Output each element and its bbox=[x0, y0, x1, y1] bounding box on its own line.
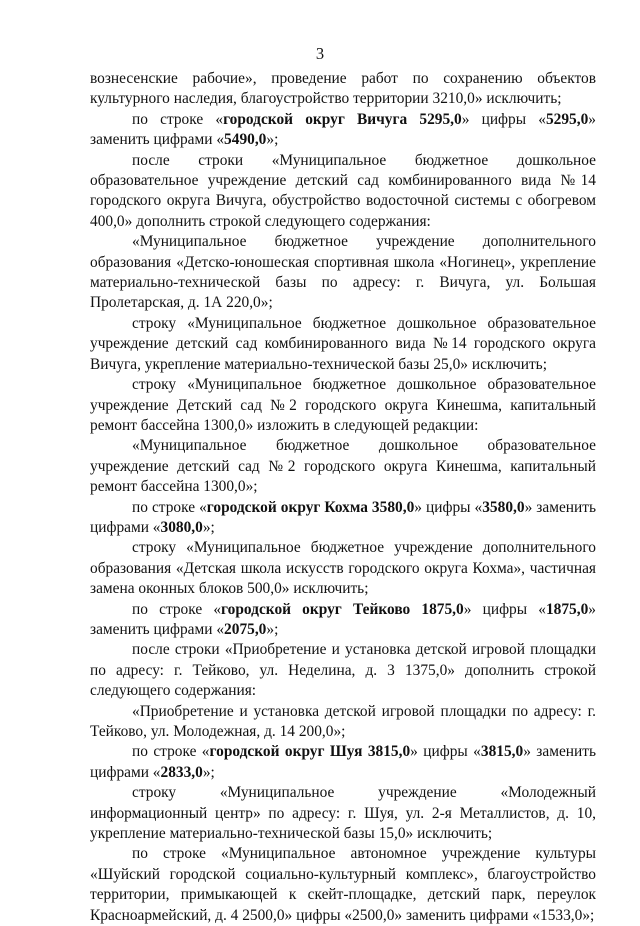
text-run: по строке « bbox=[132, 110, 224, 128]
text-run: строку «Муниципальное учреждение «Молодежный информационный центр» по адресу: г. Шуя, ул. 2-я Металлистов, д. 10, укрепление материально-технической базы 15,0» исключить; bbox=[90, 784, 596, 843]
bold-text: 1875,0 bbox=[545, 600, 589, 618]
bold-text: 3815,0 bbox=[480, 743, 524, 761]
text-run: » цифры « bbox=[414, 498, 483, 516]
paragraph bbox=[90, 498, 596, 539]
text-run: «Приобретение и установка детской игровой площадки по адресу: г. Тейково, ул. Молодежная, д. 14 200,0»; bbox=[90, 702, 596, 740]
text-run: строку «Муниципальное бюджетное дошкольное образовательное учреждение детский сад комбинированного вида №14 городского округа Вичуга, укрепление материально-технической базы 25,0» исключить; bbox=[90, 314, 596, 373]
page-number: 3 bbox=[315, 44, 325, 63]
bold-text: городской округ Кохма 3580,0 bbox=[206, 498, 415, 516]
bold-text: городской округ Тейково 1875,0 bbox=[221, 600, 464, 618]
text-run: по строке «Муниципальное автономное учреждение культуры «Шуйский городской социально-культурный комплекс», благоустройство территории, примыкающей к скейт-площадке, детский парк, переулок Красноармейский, д. 4 2500,0» цифры «2500,0» заменить цифрами «1533,0»; bbox=[90, 845, 596, 924]
paragraph bbox=[90, 110, 596, 151]
text-run: после строки «Приобретение и установка детской игровой площадки по адресу: г. Тейково, ул. Неделина, д. 3 1375,0» дополнить строкой следующего содержания: bbox=[90, 641, 596, 700]
bold-text: городской округ Вичуга 5295,0 bbox=[223, 110, 462, 128]
paragraph bbox=[90, 742, 596, 783]
paragraph bbox=[90, 538, 596, 599]
paragraph bbox=[90, 436, 596, 497]
paragraph bbox=[90, 783, 596, 844]
text-run: » заменить цифрами « bbox=[90, 110, 596, 149]
paragraph bbox=[90, 600, 596, 641]
text-run: » цифры « bbox=[461, 110, 546, 128]
text-run: «Муниципальное бюджетное дошкольное образовательное учреждение детский сад №2 городского округа Кинешма, капитальный ремонт бассейна 1300,0»; bbox=[90, 437, 596, 496]
bold-text: 5295,0 bbox=[545, 110, 589, 128]
bold-text: городской округ Шуя 3815,0 bbox=[209, 743, 411, 761]
paragraph bbox=[90, 702, 596, 743]
paragraph bbox=[90, 375, 596, 436]
bold-text: 5490,0 bbox=[224, 131, 267, 149]
bold-text: 3580,0 bbox=[482, 498, 525, 516]
text-run: по строке « bbox=[132, 600, 222, 618]
paragraph bbox=[90, 69, 596, 110]
paragraph bbox=[90, 151, 596, 233]
paragraph bbox=[90, 844, 596, 926]
document-body bbox=[90, 69, 596, 926]
paragraph bbox=[90, 640, 596, 701]
bold-text: 2075,0 bbox=[224, 620, 267, 638]
paragraph bbox=[90, 232, 596, 314]
bold-text: 3080,0 bbox=[160, 518, 203, 536]
text-run: после строки «Муниципальное бюджетное дошкольное образовательное учреждение детский сад комбинированного вида №14 городского округа Вичуга, обустройство водосточной системы с обогревом 400,0» дополнить строкой следующего содержания: bbox=[90, 151, 596, 230]
paragraph bbox=[90, 314, 596, 375]
text-run: » заменить цифрами « bbox=[90, 743, 597, 781]
text-run: «Муниципальное бюджетное учреждение дополнительного образования «Детско-юношеская спортивная школа «Ногинец», укрепление материально-технической базы по адресу: г. Вичуга, ул. Большая Пролетарская, д. 1А 220,0»; bbox=[90, 233, 596, 312]
text-run: вознесенские рабочие», проведение работ по сохранению объектов культурного наследия, благоустройство территории 3210,0» исключить; bbox=[90, 70, 596, 108]
text-run: »; bbox=[202, 518, 215, 536]
text-run: строку «Муниципальное бюджетное дошкольное образовательное учреждение Детский сад №2 городского округа Кинешма, капитальный ремонт бассейна 1300,0» изложить в следующей редакции: bbox=[90, 376, 596, 434]
bold-text: 2833,0 bbox=[160, 763, 203, 781]
text-run: по строке « bbox=[132, 743, 210, 761]
text-run: » заменить цифрами « bbox=[90, 498, 596, 536]
text-run: по строке « bbox=[132, 498, 207, 516]
text-run: »; bbox=[266, 620, 279, 638]
text-run: » заменить цифрами « bbox=[90, 600, 596, 638]
text-run: строку «Муниципальное бюджетное учреждение дополнительного образования «Детская школа искусств городского округа Кохма», частичная замена оконных блоков 500,0» исключить; bbox=[90, 539, 596, 598]
text-run: »; bbox=[266, 131, 279, 149]
text-run: » цифры « bbox=[463, 600, 546, 618]
text-run: »; bbox=[202, 763, 215, 781]
text-run: » цифры « bbox=[410, 743, 481, 761]
